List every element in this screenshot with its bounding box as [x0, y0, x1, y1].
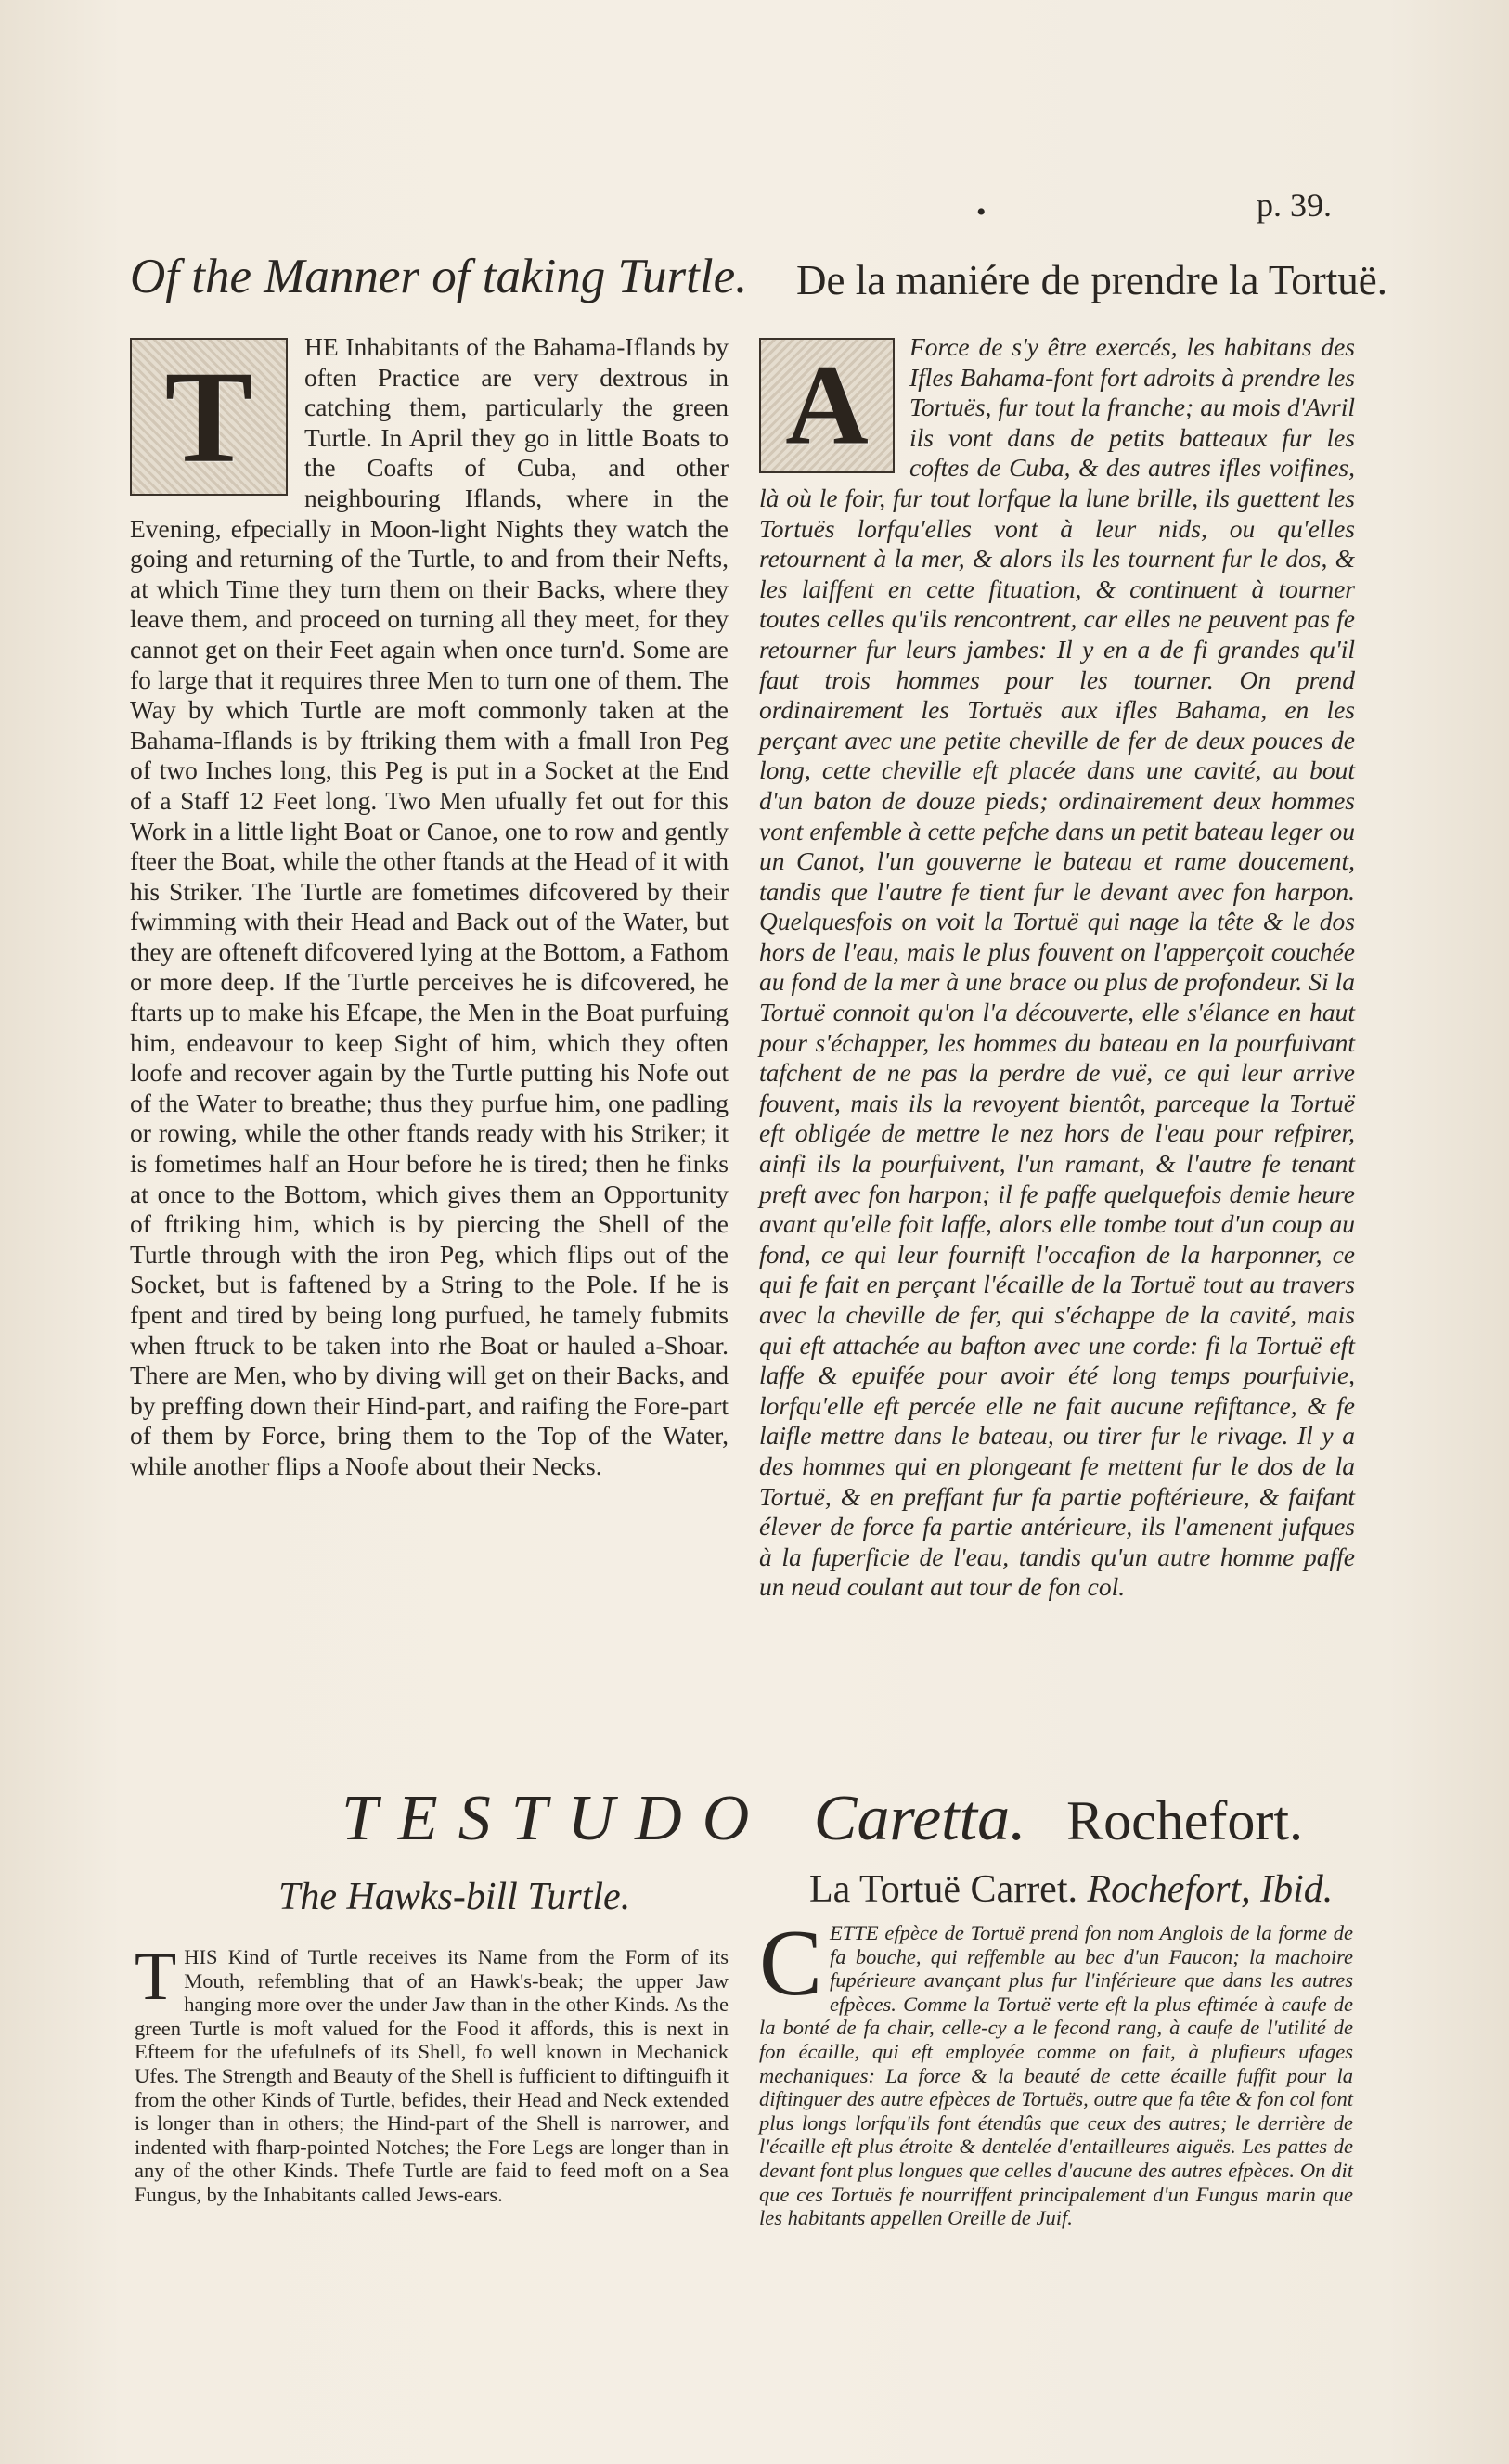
- hawksbill-french-column: [759, 1911, 1353, 2230]
- french-body-text: Force de s'y être exercés, les habitans des Ifles Bahama-font fort adroits à prendre les Tortuës, fur tout la franche; au mois d'Avril ils vont dans de petits batteaux fur les coftes de Cuba, & des autres ifles voifines, là où le foir, fur tout lorfque la lune brille, ils guettent les Tortuës lorfqu'elles vont à leur nids, ou qu'elles retournent à la mer, & alors ils les tournent fur le dos, & les laiffent en cette fituation, & continuent à tourner toutes celles qu'ils rencontrent, car elles ne peuvent pas fe retourner fur leurs jambes: Il y en a de fi grandes qu'il faut trois hommes pour les tourner. On prend ordinairement les Tortuës aux ifles Bahama, en les perçant avec une petite cheville de fer de deux pouces de long, cette cheville eft placée dans une cavité, au bout d'un baton de douze pieds; ordinairement deux hommes vont enfemble à cette pefche dans un petit bateau leger ou un Canot, l'un gouverne le bateau et rame doucement, tandis que l'autre fe tient fur le devant avec fon harpon. Quelquesfois on voit la Tortuë qui nage la tête & le dos hors de l'eau, mais le plus fouvent on l'apperçoit couchée au fond de la mer à une brace ou plus de profondeur. Si la Tortuë connoit qu'on l'a découverte, elle s'élance en haut pour s'échapper, les hommes du bateau en la pourfuivant tafchent de ne pas la perdre de vuë, ce qui leur arrive fouvent, mais ils la revoyent bientôt, parceque la Tortuë eft obligée de mettre le nez hors de l'eau pour refpirer, ainfi ils la pourfuivent, l'un ramant, & l'autre fe tenant preft avec fon harpon; il fe paffe quelquefois demie heure avant qu'elle foit laffe, alors elle tombe tout d'un coup au fond, ce qui leur fournift l'occafion de la harponner, ce qui fe fait en perçant l'écaille de la Tortuë tout au travers avec la cheville de fer, qui s'échappe de la cavité, mais qui eft attachée au bafton avec une corde: fi la Tortuë eft laffe & epuifée pour avoir été long temps pourfuivie, lorfqu'elle eft percée elle ne fait aucune refiftance, & fe laifle mettre dans le bateau, ou tirer fur le rivage. Il y a des hommes qui en plongeant fe mettent fur le dos de la Tortuë, & en preffant fur fa partie poftérieure, & faifant élever de force fa partie antérieure, ils l'amenent jufques à la fuperficie de l'eau, tandis qu'un autre homme paffe un neud coulant aut tour de fon col.: [759, 332, 1355, 1602]
- common-name-french-reference: Rochefort, Ibid.: [1087, 1868, 1334, 1911]
- species-heading: [342, 1782, 1362, 1856]
- species-name: Caretta.: [813, 1783, 1026, 1854]
- hawksbill-english-text: HIS Kind of Turtle receives its Name from the Form of its Mouth, refembling that of an Hawk's-beak; the upper Jaw hanging more over the under Jaw than in the other Kinds. As the green Turtle is moft valued for the Food it affords, this is next in Efteem for the ufefulnefs of its Shell, fo well known in Mechanick Ufes. The Strength and Beauty of the Shell is fufficient to diftinguifh it from the other Kinds of Turtle, befides, their Head and Neck extended is longer than in others; the Hind-part of the Shell is narrower, and indented with fharp-pointed Notches; the Fore Legs are longer than in any of the other Kinds. Thefe Turtle are faid to feed moft on a Sea Fungus, by the Inhabitants called Jews-ears.: [135, 1945, 729, 2206]
- english-column: [130, 332, 729, 1482]
- hawksbill-english-column: [135, 1939, 729, 2207]
- genus-name: TESTUDO: [342, 1783, 770, 1854]
- initial-letter: A: [785, 341, 869, 469]
- initial-letter: C: [759, 1911, 823, 2016]
- hawksbill-french-text: ETTE efpèce de Tortuë prend fon nom Anglois de la forme de fa bouche, qui reffemble au bec d'un Faucon; la machoire fupérieure avançant plus fur l'inférieure que dans les autres efpèces. Comme la Tortuë verte eft la plus eftimée à caufe de la bonté de fa chair, celle-cy a le fecond rang, à caufe de l'utilité de fon écaille, qui eft employée comme on fait, à plufieurs ufages mechaniques: La force & la beauté de cette écaille fuffit pour la diftinguer des autre efpèces de Tortuës, outre que fa tête & fon col font plus longs lorfqu'ils font étendûs que ceux des autres; le derrière de l'écaille eft plus étroite & dentelée d'entailleures aiguës. Les pattes de devant font plus longues que celles d'aucune des autres efpèces. On dit que ces Tortuës fe nourriffent principalement d'un Fungus marin que les habitants appellen Oreille de Juif.: [759, 1921, 1353, 2230]
- ornamental-initial-t: [130, 338, 288, 496]
- ornamental-initial-a: [759, 338, 895, 473]
- french-column: [759, 332, 1355, 1603]
- species-authority: Rochefort.: [1066, 1790, 1304, 1851]
- page-number: p. 39.: [1257, 187, 1332, 224]
- printer-mark: •: [976, 197, 987, 227]
- initial-letter: T: [164, 342, 253, 490]
- common-name-french: [809, 1867, 1333, 1912]
- section-title-french: De la maniére de prendre la Tortuë.: [796, 257, 1387, 303]
- section-title-english: Of the Manner of taking Turtle.: [130, 250, 748, 303]
- english-body-text: HE Inhabitants of the Bahama-Iflands by often Practice are very dextrous in catching them, particularly the green Turtle. In April they go in little Boats to the Coafts of Cuba, and other neighbouring Iflands, where in the Evening, efpecially in Moon-light Nights they watch the going and returning of the Turtle, to and from their Nefts, at which Time they turn them on their Backs, where they leave them, and proceed on turning all they meet, for they cannot get on their Feet again when once turn'd. Some are fo large that it requires three Men to turn one of them. The Way by which Turtle are moft commonly taken at the Bahama-Iflands is by ftriking them with a fmall Iron Peg of two Inches long, this Peg is put in a Socket at the End of a Staff 12 Feet long. Two Men ufually fet out for this Work in a little light Boat or Canoe, one to row and gently fteer the Boat, while the other ftands at the Head of it with his Striker. The Turtle are fometimes difcovered by their fwimming with their Head and Back out of the Water, but they are ofteneft difcovered lying at the Bottom, a Fathom or more deep. If the Turtle perceives he is difcovered, he ftarts up to make his Efcape, the Men in the Boat purfuing him, endeavour to keep Sight of him, which they often loofe and recover again by the Turtle putting his Nofe out of the Water to breathe; thus they purfue him, one padling or rowing, while the other ftands ready with his Striker; it is fometimes half an Hour before he is tired; then he finks at once to the Bottom, which gives them an Opportunity of ftriking him, which is by piercing the Shell of the Turtle through with the iron Peg, which flips out of the Socket, but is faftened by a String to the Pole. If he is fpent and tired by being long purfued, he tamely fubmits when ftruck to be taken into rhe Boat or hauled a-Shoar. There are Men, who by diving will get on their Backs, and by preffing down their Hind-part, and raifing the Fore-part of them by Force, bring them to the Top of the Water, while another flips a Noofe about their Necks.: [130, 332, 729, 1480]
- initial-letter: T: [135, 1939, 177, 2015]
- common-name-english: The Hawks-bill Turtle.: [278, 1876, 631, 1918]
- common-name-french-main: La Tortuë Carret.: [809, 1868, 1077, 1911]
